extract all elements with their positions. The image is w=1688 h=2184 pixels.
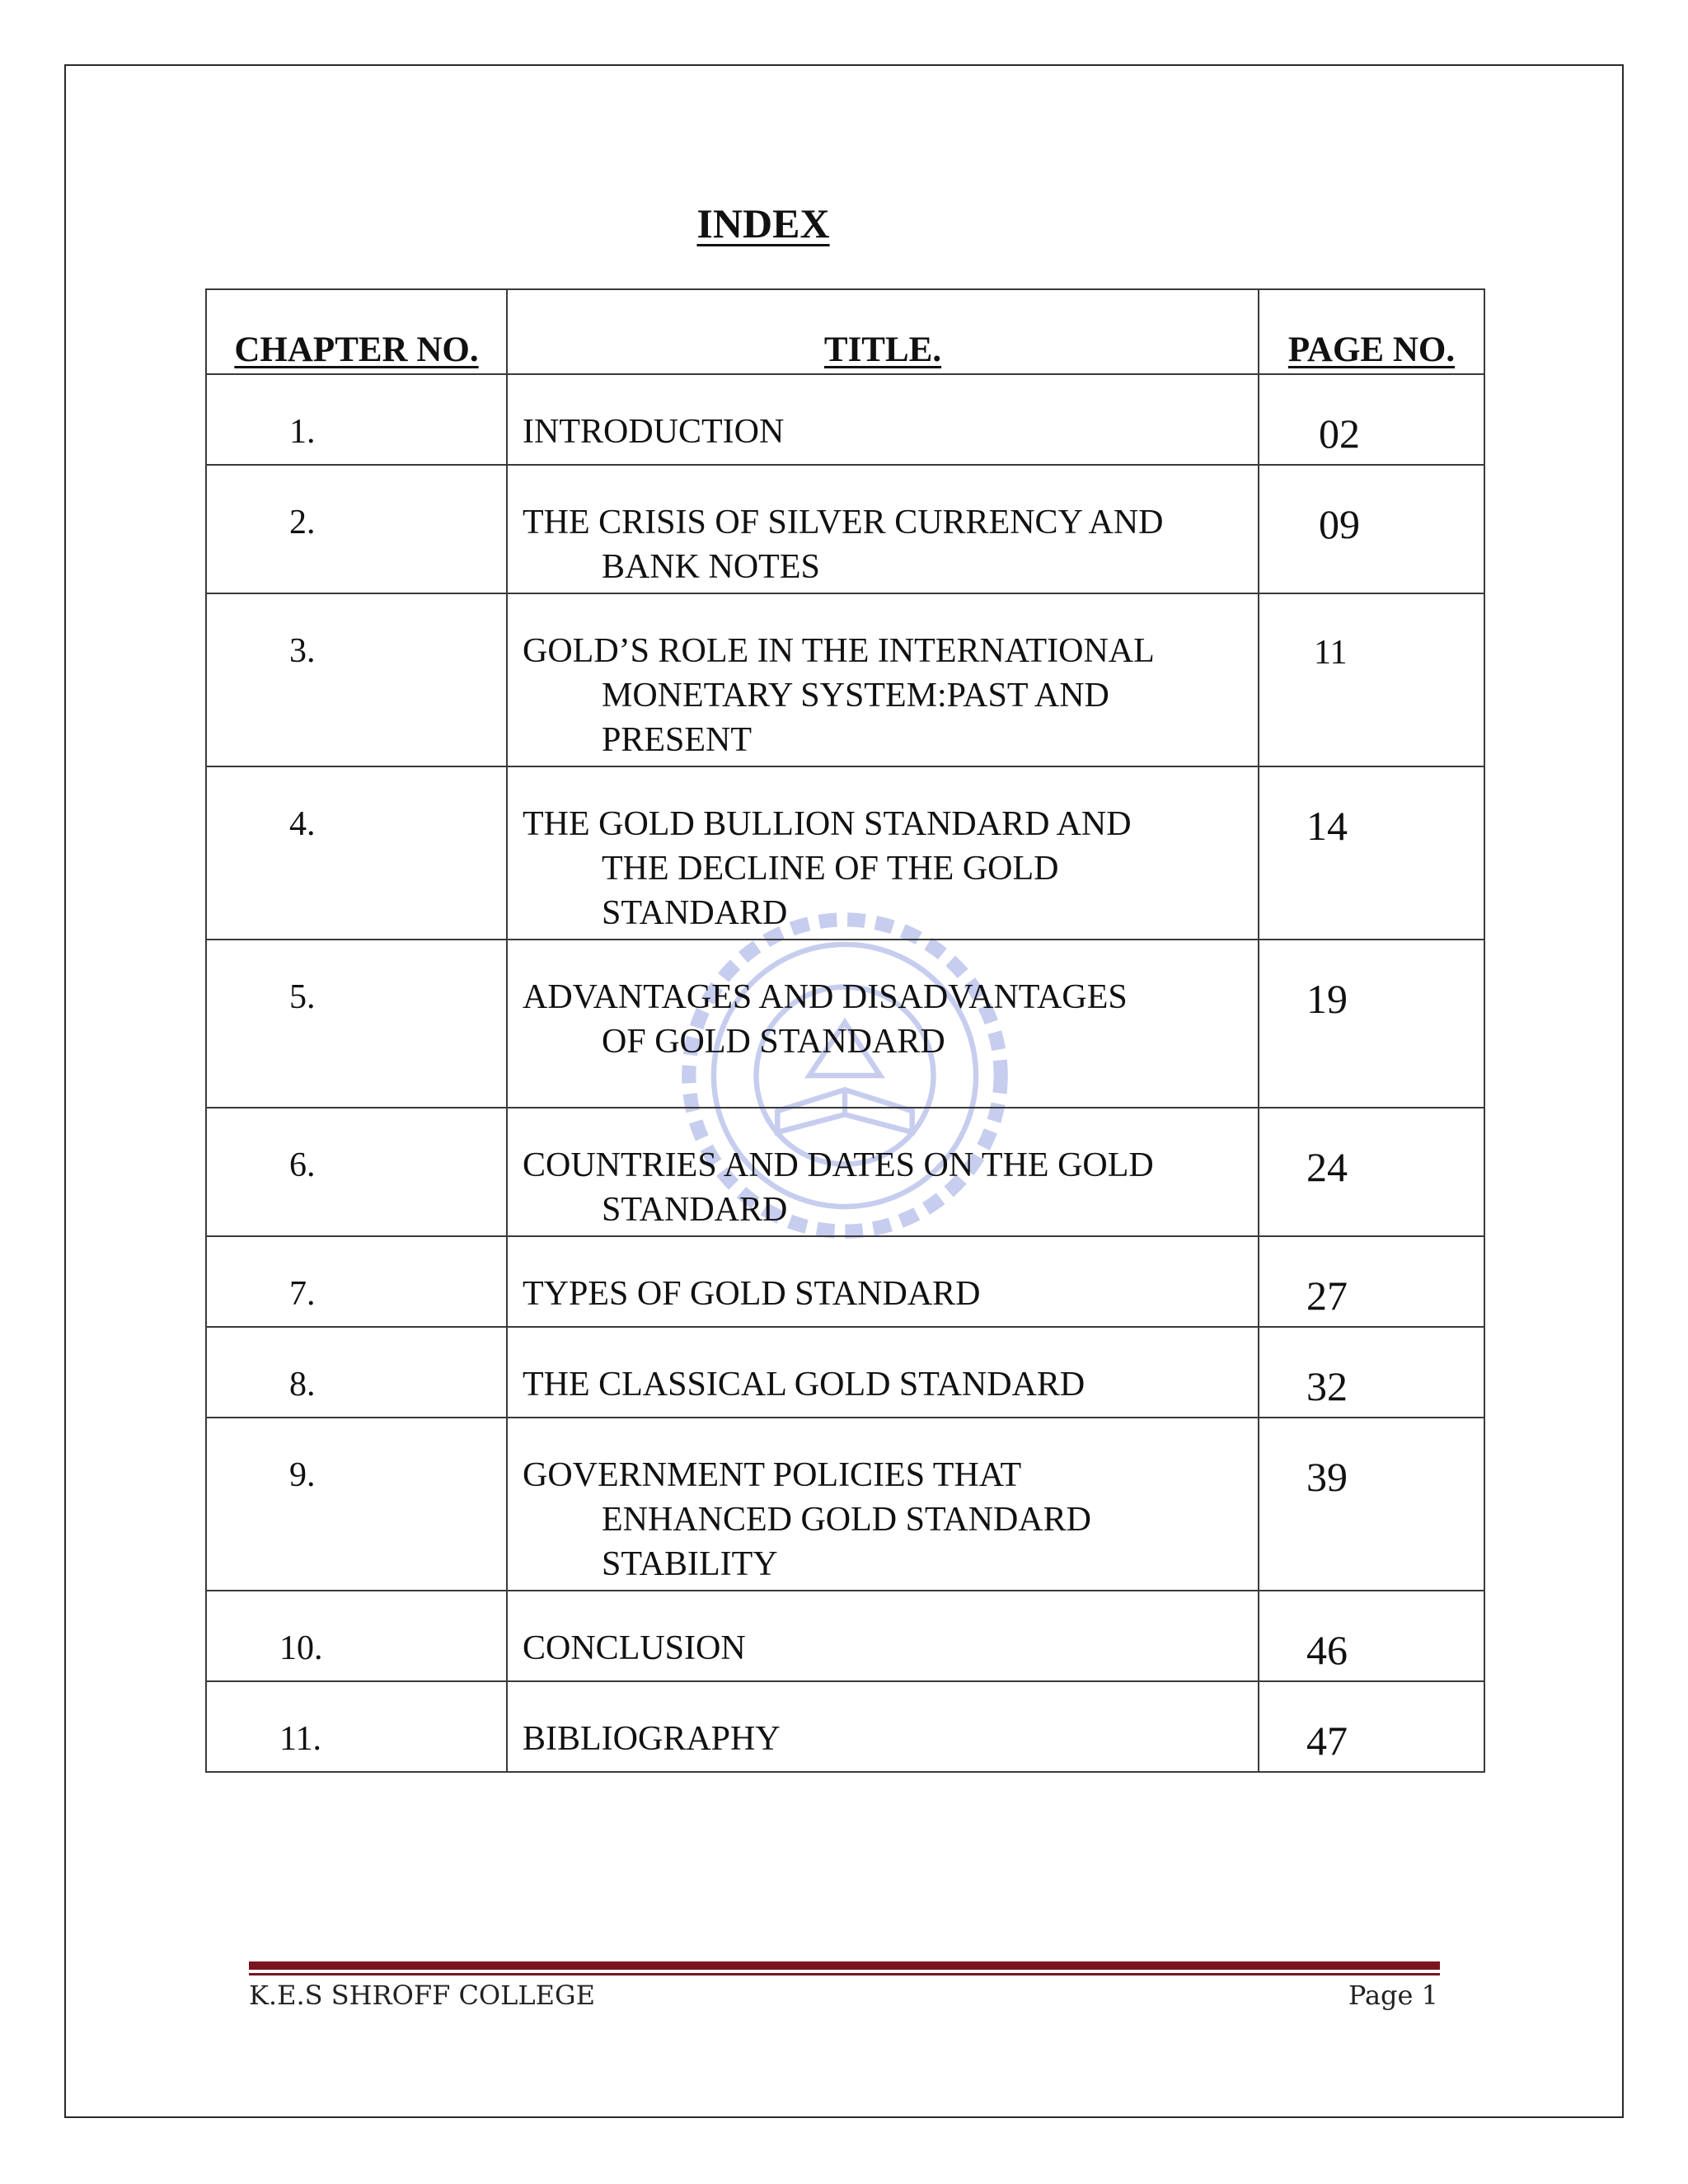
page-number: 27: [1259, 1236, 1484, 1327]
page-number: 46: [1259, 1591, 1484, 1681]
chapter-title: BIBLIOGRAPHY: [507, 1681, 1259, 1772]
page-number: 47: [1259, 1681, 1484, 1772]
chapter-title: THE CRISIS OF SILVER CURRENCY AND BANK NOTES: [507, 465, 1259, 593]
table-row: [206, 593, 1484, 766]
chapter-no-header: CHAPTER NO.: [206, 289, 507, 374]
chapter-title: TYPES OF GOLD STANDARD: [507, 1236, 1259, 1327]
page-number: 19: [1259, 940, 1484, 1108]
chapter-title: ADVANTAGES AND DISADVANTAGES OF GOLD STANDARD: [507, 940, 1259, 1108]
chapter-title: GOLD’S ROLE IN THE INTERNATIONAL MONETARY SYSTEM:PAST AND PRESENT: [507, 593, 1259, 766]
page-number: 02: [1259, 374, 1484, 465]
footer-college-name: K.E.S SHROFF COLLEGE: [249, 1980, 595, 2011]
footer-page-number: Page 1: [1348, 1980, 1438, 2011]
chapter-title: CONCLUSION: [507, 1591, 1259, 1681]
chapter-number: 3.: [206, 593, 507, 766]
page-no-header: PAGE NO.: [1259, 289, 1484, 374]
page-number: 14: [1259, 766, 1484, 940]
chapter-number: 6.: [206, 1108, 507, 1236]
title-header: TITLE.: [507, 289, 1259, 374]
chapter-title: COUNTRIES AND DATES ON THE GOLD STANDARD: [507, 1108, 1259, 1236]
table-header-row: [206, 289, 1484, 374]
chapter-number: 9.: [206, 1418, 507, 1591]
table-row: [206, 1681, 1484, 1772]
chapter-number: 1.: [206, 374, 507, 465]
chapter-number: 10.: [206, 1591, 507, 1681]
chapter-number: 11.: [206, 1681, 507, 1772]
index-table: [205, 288, 1485, 1773]
footer-rule-thin: [249, 1973, 1440, 1975]
chapter-number: 2.: [206, 465, 507, 593]
index-heading: INDEX: [696, 200, 830, 246]
table-row: [206, 766, 1484, 940]
page-number: 39: [1259, 1418, 1484, 1591]
chapter-number: 8.: [206, 1327, 507, 1418]
page-number: 09: [1259, 465, 1484, 593]
chapter-title: INTRODUCTION: [507, 374, 1259, 465]
footer-rule: [249, 1961, 1440, 1970]
page-number: 11: [1259, 593, 1484, 766]
chapter-title: GOVERNMENT POLICIES THAT ENHANCED GOLD STANDARD STABILITY: [507, 1418, 1259, 1591]
table-row: [206, 940, 1484, 1108]
chapter-title: THE CLASSICAL GOLD STANDARD: [507, 1327, 1259, 1418]
table-row: [206, 1418, 1484, 1591]
table-row: [206, 465, 1484, 593]
table-row: [206, 1327, 1484, 1418]
chapter-number: 7.: [206, 1236, 507, 1327]
chapter-number: 5.: [206, 940, 507, 1108]
page-number: 32: [1259, 1327, 1484, 1418]
page-number: 24: [1259, 1108, 1484, 1236]
table-row: [206, 1108, 1484, 1236]
chapter-number: 4.: [206, 766, 507, 940]
table-row: [206, 374, 1484, 465]
table-row: [206, 1591, 1484, 1681]
table-row: [206, 1236, 1484, 1327]
chapter-title: THE GOLD BULLION STANDARD AND THE DECLINE OF THE GOLD STANDARD: [507, 766, 1259, 940]
